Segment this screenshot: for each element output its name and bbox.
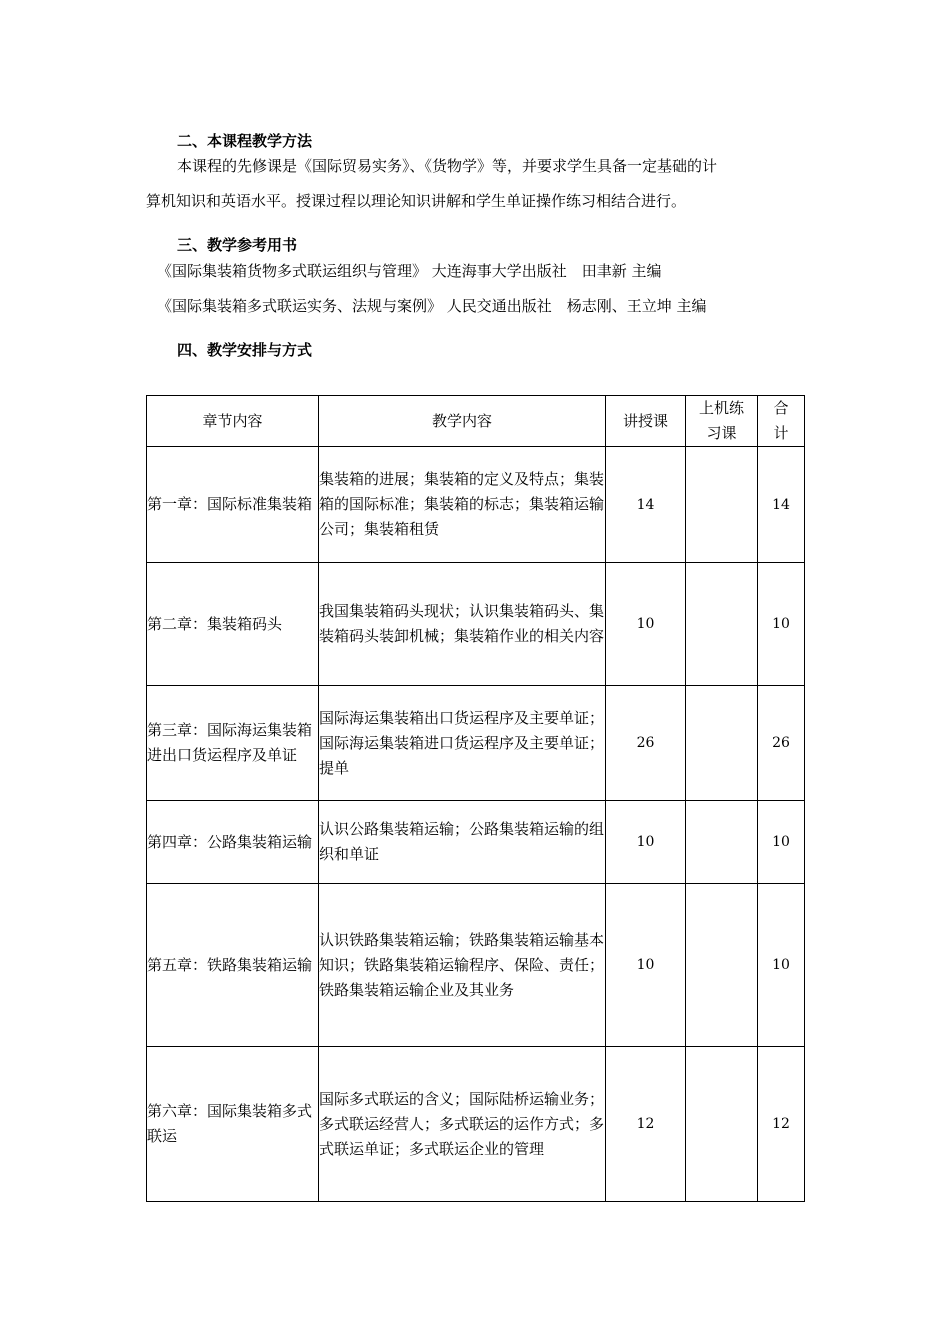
content-cell: 国际多式联运的含义；国际陆桥运输业务；多式联运经营人；多式联运的运作方式；多式联运单证；多式联运企业的管理 xyxy=(319,1047,606,1202)
lecture-hours-cell: 10 xyxy=(606,563,686,686)
lecture-hours-cell: 12 xyxy=(606,1047,686,1202)
lab-hours-cell xyxy=(686,686,758,801)
section-heading-teaching-methods: 二、本课程教学方法 xyxy=(177,132,313,150)
lab-hours-cell xyxy=(686,447,758,563)
chapter-cell: 第五章：铁路集装箱运输 xyxy=(147,884,319,1047)
section-heading-arrangement: 四、教学安排与方式 xyxy=(177,341,313,359)
content-cell: 国际海运集装箱出口货运程序及主要单证；国际海运集装箱进口货运程序及主要单证；提单 xyxy=(319,686,606,801)
total-hours-cell: 14 xyxy=(758,447,805,563)
lab-hours-cell xyxy=(686,884,758,1047)
lab-hours-cell xyxy=(686,563,758,686)
table-row xyxy=(147,801,805,884)
header-lab-line2: 习课 xyxy=(706,424,737,442)
header-total-line2: 计 xyxy=(773,424,789,442)
table-row xyxy=(147,1047,805,1202)
total-hours-cell: 10 xyxy=(758,801,805,884)
table-header-row xyxy=(147,396,805,447)
lecture-hours-cell: 26 xyxy=(606,686,686,801)
header-lab xyxy=(686,396,758,447)
reference-book-1: 《国际集装箱货物多式联运组织与管理》 大连海事大学出版社 田聿新 主编 xyxy=(157,262,662,280)
lab-hours-cell xyxy=(686,1047,758,1202)
reference-book-2: 《国际集装箱多式联运实务、法规与案例》 人民交通出版社 杨志刚、王立坤 主编 xyxy=(157,297,707,315)
header-lecture: 讲授课 xyxy=(606,396,686,447)
content-cell: 集装箱的进展；集装箱的定义及特点；集装箱的国际标准；集装箱的标志；集装箱运输公司；集装箱租赁 xyxy=(319,447,606,563)
table-row xyxy=(147,447,805,563)
content-cell: 我国集装箱码头现状；认识集装箱码头、集装箱码头装卸机械；集装箱作业的相关内容 xyxy=(319,563,606,686)
lecture-hours-cell: 10 xyxy=(606,884,686,1047)
content-cell: 认识铁路集装箱运输；铁路集装箱运输基本知识；铁路集装箱运输程序、保险、责任；铁路集装箱运输企业及其业务 xyxy=(319,884,606,1047)
chapter-cell: 第六章：国际集装箱多式联运 xyxy=(147,1047,319,1202)
teaching-methods-paragraph-line2: 算机知识和英语水平。授课过程以理论知识讲解和学生单证操作练习相结合进行。 xyxy=(146,192,687,210)
chapter-cell: 第三章：国际海运集装箱进出口货运程序及单证 xyxy=(147,686,319,801)
table-row xyxy=(147,686,805,801)
chapter-cell: 第四章：公路集装箱运输 xyxy=(147,801,319,884)
section-heading-references: 三、教学参考用书 xyxy=(177,236,298,254)
header-content: 教学内容 xyxy=(319,396,606,447)
header-lab-line1: 上机练 xyxy=(698,399,744,417)
header-total xyxy=(758,396,805,447)
content-cell: 认识公路集装箱运输；公路集装箱运输的组织和单证 xyxy=(319,801,606,884)
header-chapter: 章节内容 xyxy=(147,396,319,447)
total-hours-cell: 12 xyxy=(758,1047,805,1202)
lecture-hours-cell: 14 xyxy=(606,447,686,563)
table-row xyxy=(147,884,805,1047)
header-total-line1: 合 xyxy=(773,399,789,417)
lecture-hours-cell: 10 xyxy=(606,801,686,884)
chapter-cell: 第一章：国际标准集装箱 xyxy=(147,447,319,563)
lab-hours-cell xyxy=(686,801,758,884)
teaching-schedule-table xyxy=(146,395,805,1202)
chapter-cell: 第二章：集装箱码头 xyxy=(147,563,319,686)
total-hours-cell: 10 xyxy=(758,563,805,686)
teaching-methods-paragraph-line1: 本课程的先修课是《国际贸易实务》、《货物学》等，并要求学生具备一定基础的计 xyxy=(177,157,718,175)
total-hours-cell: 26 xyxy=(758,686,805,801)
total-hours-cell: 10 xyxy=(758,884,805,1047)
table-row xyxy=(147,563,805,686)
